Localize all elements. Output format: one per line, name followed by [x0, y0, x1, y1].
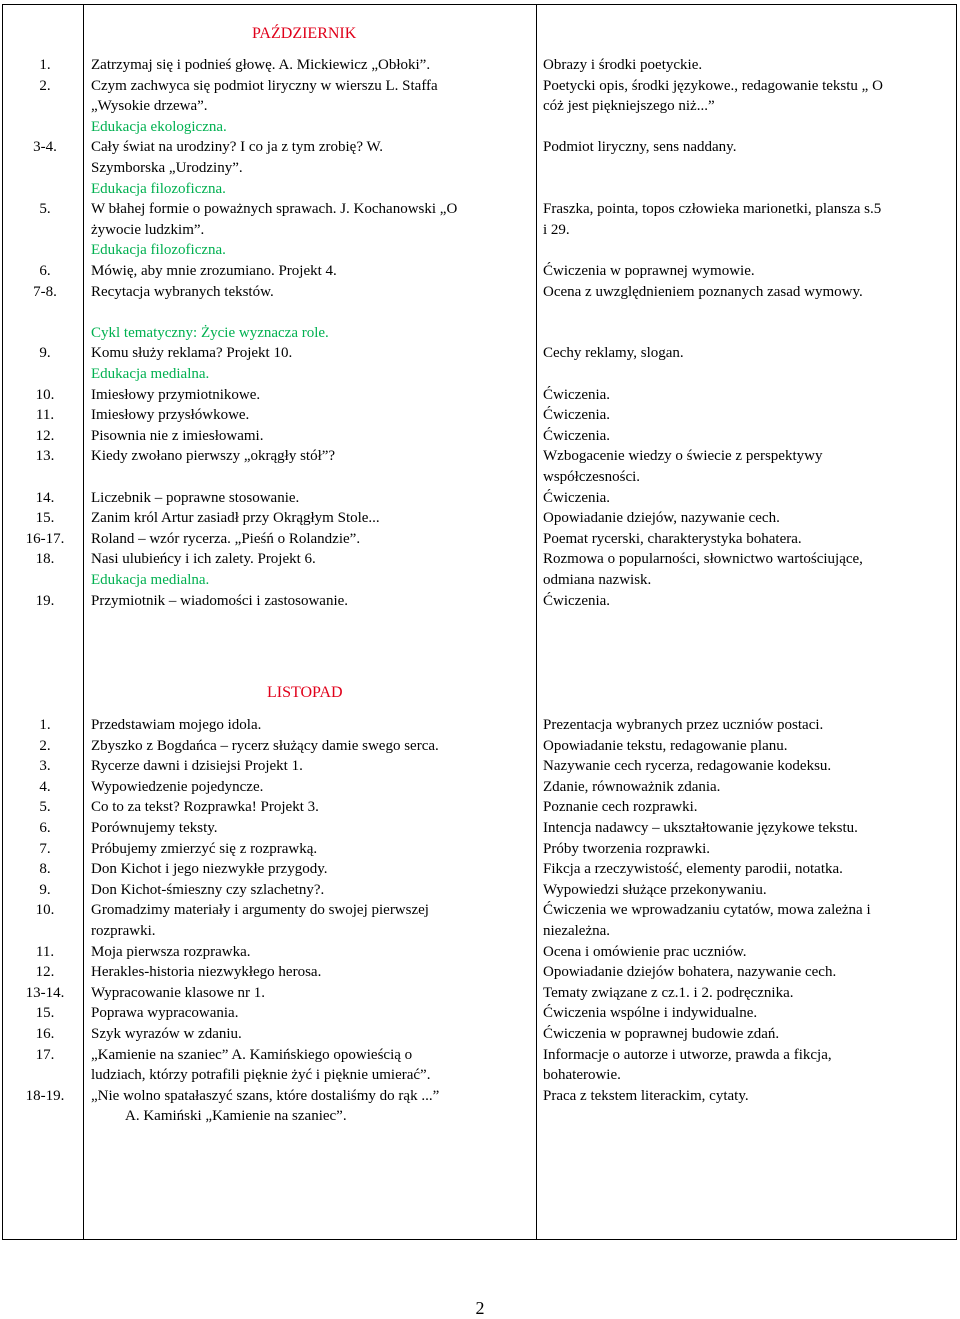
column-divider-2	[536, 5, 537, 1239]
lesson-topic: Edukacja filozoficzna.	[91, 180, 226, 197]
lesson-notes: Poetycki opis, środki językowe., redagowanie tekstu „ O	[543, 77, 883, 94]
lesson-number: 14.	[35, 489, 55, 506]
lesson-topic: Czym zachwyca się podmiot liryczny w wierszu L. Staffa	[91, 77, 438, 94]
lesson-notes: Ocena i omówienie prac uczniów.	[543, 943, 747, 960]
lesson-topic: Zanim król Artur zasiadł przy Okrągłym Stole...	[91, 510, 380, 527]
lesson-topic: A. Kamiński „Kamienie na szaniec”.	[125, 1108, 347, 1125]
lesson-topic: Próbujemy zmierzyć się z rozprawką.	[91, 840, 318, 857]
lesson-notes: Ćwiczenia.	[543, 592, 611, 609]
lesson-number: 5.	[39, 201, 51, 218]
lesson-notes: Ćwiczenia we wprowadzaniu cytatów, mowa zależna i	[543, 902, 871, 919]
lesson-topic: rozprawki.	[91, 923, 156, 939]
lesson-topic: Cykl tematyczny: Życie wyznacza role.	[91, 324, 329, 341]
lesson-number: 16-17.	[25, 530, 65, 547]
lesson-notes: niezależna.	[543, 923, 611, 939]
month-heading: PAŹDZIERNIK	[252, 25, 357, 42]
lesson-notes: Ćwiczenia.	[543, 386, 611, 403]
lesson-notes: Poemat rycerski, charakterystyka bohatera.	[543, 530, 802, 547]
lesson-topic: Cały świat na urodziny? I co ja z tym zrobię? W.	[91, 139, 383, 156]
lesson-topic: „Nie wolno spatałaszyć szans, które dostaliśmy do rąk ...”	[91, 1087, 440, 1104]
lesson-notes: Opowiadanie dziejów bohatera, nazywanie cech.	[543, 964, 837, 981]
lesson-number: 12.	[35, 964, 55, 981]
lesson-topic: Liczebnik – poprawne stosowanie.	[91, 489, 300, 506]
lesson-notes: Podmiot liryczny, sens naddany.	[543, 139, 737, 156]
lesson-topic: Recytacja wybranych tekstów.	[91, 283, 274, 300]
lesson-notes: współczesności.	[543, 469, 641, 485]
lesson-number: 8.	[39, 861, 51, 878]
lesson-notes: Tematy związane z cz.1. i 2. podręcznika.	[543, 984, 794, 1001]
month-heading: LISTOPAD	[267, 684, 343, 701]
lesson-notes: Zdanie, równoważnik zdania.	[543, 778, 721, 795]
lesson-number: 13.	[35, 448, 55, 465]
lesson-notes: Nazywanie cech rycerza, redagowanie kodeksu.	[543, 758, 832, 775]
lesson-notes: Opowiadanie dziejów, nazywanie cech.	[543, 510, 780, 527]
lesson-notes: Fikcja a rzeczywistość, elementy parodii, notatka.	[543, 861, 843, 878]
lesson-topic: Szyk wyrazów w zdaniu.	[91, 1026, 242, 1042]
lesson-number: 16.	[35, 1026, 55, 1042]
lesson-topic: Co to za tekst? Rozprawka! Projekt 3.	[91, 799, 319, 816]
lesson-topic: Nasi ulubieńcy i ich zalety. Projekt 6.	[91, 551, 316, 568]
lesson-notes: Ćwiczenia wspólne i indywidualne.	[543, 1005, 758, 1022]
lesson-topic: Edukacja filozoficzna.	[91, 242, 226, 259]
lesson-number: 15.	[35, 510, 55, 527]
lesson-topic: Przymiotnik – wiadomości i zastosowanie.	[91, 592, 349, 609]
lesson-notes: Informacje o autorze i utworze, prawda a fikcja,	[543, 1046, 832, 1063]
lesson-topic: Edukacja ekologiczna.	[91, 118, 227, 135]
lesson-topic: Komu służy reklama? Projekt 10.	[91, 345, 293, 362]
lesson-number: 5.	[39, 799, 51, 816]
lesson-topic: Gromadzimy materiały i argumenty do swojej pierwszej	[91, 902, 429, 919]
lesson-notes: Próby tworzenia rozprawki.	[543, 840, 711, 857]
lesson-topic: Pisownia nie z imiesłowami.	[91, 427, 264, 444]
lesson-notes: bohaterowie.	[543, 1067, 621, 1084]
column-divider-1	[83, 5, 84, 1239]
lesson-topic: Szymborska „Urodziny”.	[91, 160, 243, 176]
lesson-notes: Fraszka, pointa, topos człowieka marionetki, plansza s.5	[543, 201, 882, 218]
lesson-notes: Opowiadanie tekstu, redagowanie planu.	[543, 737, 788, 754]
lesson-topic: Imiesłowy przysłówkowe.	[91, 407, 250, 424]
lesson-topic: Kiedy zwołano pierwszy „okrągły stół”?	[91, 448, 336, 465]
lesson-number: 11.	[35, 407, 55, 424]
lesson-topic: Edukacja medialna.	[91, 572, 210, 588]
lesson-number: 2.	[39, 77, 51, 94]
lesson-number: 10.	[35, 386, 55, 403]
lesson-topic: żywocie ludzkim”.	[91, 221, 205, 238]
lesson-notes: cóż jest piękniejszego niż...”	[543, 98, 715, 115]
lesson-topic: Mówię, aby mnie zrozumiano. Projekt 4.	[91, 263, 337, 279]
lesson-number: 9.	[39, 881, 51, 898]
lesson-topic: Roland – wzór rycerza. „Pieśń o Rolandzie”.	[91, 530, 361, 547]
lesson-notes: Wzbogacenie wiedzy o świecie z perspektywy	[543, 448, 823, 465]
lesson-number: 17.	[35, 1046, 55, 1063]
lesson-number: 13-14.	[25, 984, 65, 1001]
lesson-topic: Przedstawiam mojego idola.	[91, 717, 262, 733]
lesson-number: 11.	[35, 943, 55, 960]
lesson-notes: Ćwiczenia w poprawnej wymowie.	[543, 263, 755, 279]
lesson-number: 7-8.	[33, 283, 57, 300]
lesson-number: 19.	[35, 592, 55, 609]
lesson-notes: Intencja nadawcy – ukształtowanie językowe tekstu.	[543, 820, 858, 836]
lesson-topic: Moja pierwsza rozprawka.	[91, 943, 251, 960]
lesson-number: 3.	[39, 758, 51, 775]
lesson-number: 12.	[35, 427, 55, 444]
lesson-topic: Poprawa wypracowania.	[91, 1005, 239, 1022]
lesson-number: 3-4.	[33, 139, 57, 156]
lesson-notes: Wypowiedzi służące przekonywaniu.	[543, 881, 767, 898]
page-number: 2	[475, 1298, 485, 1318]
lesson-notes: i 29.	[543, 221, 570, 238]
lesson-notes: Prezentacja wybranych przez uczniów postaci.	[543, 717, 824, 733]
lesson-topic: Wypowiedzenie pojedyncze.	[91, 778, 264, 795]
lesson-notes: Ćwiczenia.	[543, 489, 611, 506]
lesson-number: 15.	[35, 1005, 55, 1022]
lesson-topic: Edukacja medialna.	[91, 366, 210, 382]
lesson-number: 6.	[39, 820, 51, 836]
lesson-notes: Ćwiczenia w poprawnej budowie zdań.	[543, 1026, 780, 1042]
lesson-number: 18-19.	[25, 1087, 65, 1104]
lesson-topic: Zbyszko z Bogdańca – rycerz służący damie swego serca.	[91, 737, 439, 754]
lesson-topic: ludziach, którzy potrafili pięknie żyć i pięknie umierać”.	[91, 1067, 431, 1084]
lesson-topic: W błahej formie o poważnych sprawach. J. Kochanowski „O	[91, 201, 458, 218]
lesson-notes: Rozmowa o popularności, słownictwo wartościujące,	[543, 551, 863, 568]
lesson-number: 10.	[35, 902, 55, 919]
lesson-topic: Wypracowanie klasowe nr 1.	[91, 984, 266, 1001]
lesson-topic: Don Kichot-śmieszny czy szlachetny?.	[91, 881, 325, 898]
lesson-number: 9.	[39, 345, 51, 362]
lesson-topic: Herakles-historia niezwykłego herosa.	[91, 964, 322, 981]
lesson-topic: Zatrzymaj się i podnieś głowę. A. Mickiewicz „Obłoki”.	[91, 57, 431, 73]
lesson-notes: Ocena z uwzględnieniem poznanych zasad wymowy.	[543, 283, 863, 300]
lesson-number: 6.	[39, 263, 51, 279]
lesson-number: 2.	[39, 737, 51, 754]
lesson-topic: „Kamienie na szaniec” A. Kamińskiego opowieścią o	[91, 1046, 413, 1063]
lesson-number: 1.	[39, 717, 51, 733]
lesson-topic: Rycerze dawni i dzisiejsi Projekt 1.	[91, 758, 303, 775]
lesson-notes: Cechy reklamy, slogan.	[543, 345, 684, 362]
lesson-topic: Porównujemy teksty.	[91, 820, 218, 836]
lesson-notes: Praca z tekstem literackim, cytaty.	[543, 1087, 749, 1104]
lesson-topic: „Wysokie drzewa”.	[91, 98, 208, 115]
lesson-topic: Don Kichot i jego niezwykłe przygody.	[91, 861, 328, 878]
lesson-notes: Ćwiczenia.	[543, 407, 611, 424]
lesson-notes: Obrazy i środki poetyckie.	[543, 57, 703, 73]
lesson-number: 1.	[39, 57, 51, 73]
lesson-notes: Ćwiczenia.	[543, 427, 611, 444]
lesson-notes: odmiana nazwisk.	[543, 572, 652, 588]
lesson-number: 18.	[35, 551, 55, 568]
lesson-number: 4.	[39, 778, 51, 795]
lesson-topic: Imiesłowy przymiotnikowe.	[91, 386, 261, 403]
lesson-number: 7.	[39, 840, 51, 857]
lesson-notes: Poznanie cech rozprawki.	[543, 799, 698, 816]
